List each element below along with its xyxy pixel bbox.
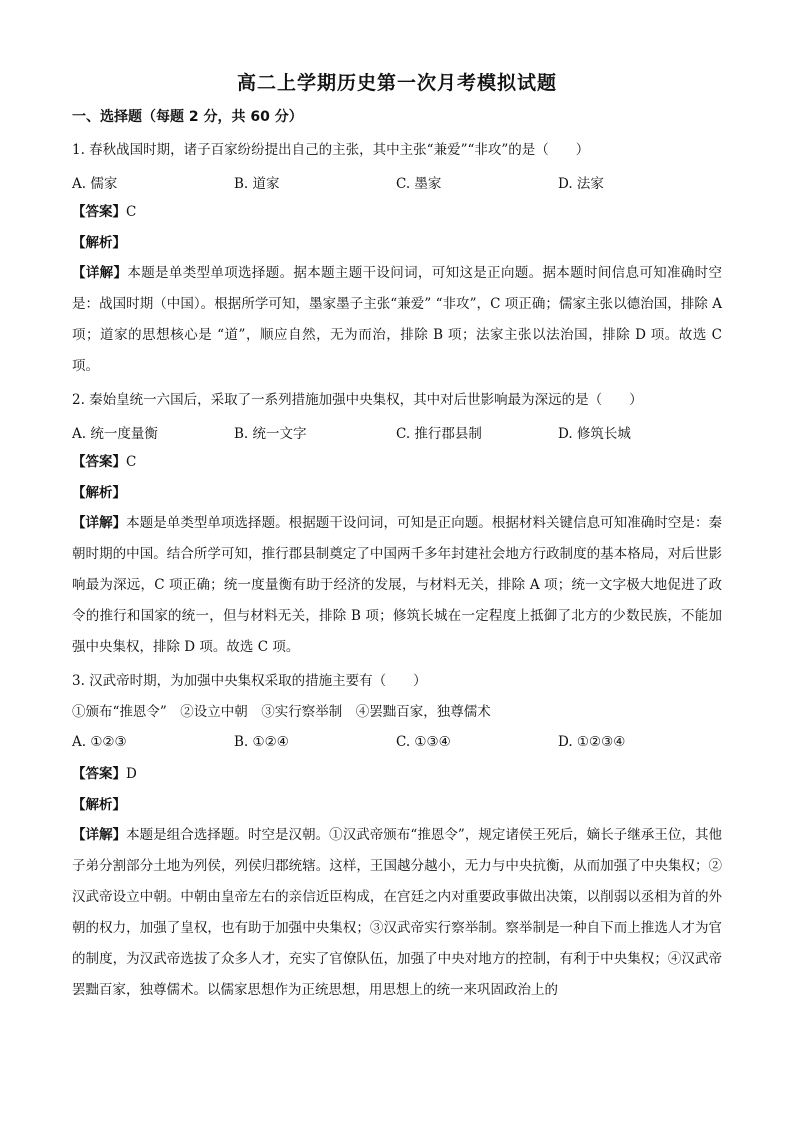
question-1-options: [72, 172, 732, 190]
q2-option-c: C. 推行郡县制: [396, 426, 482, 442]
q3-answer: D: [126, 766, 137, 782]
q2-detail: [72, 508, 722, 663]
q1-answer-row: [72, 203, 722, 221]
q2-answer: C: [126, 454, 137, 470]
question-3-stem: 3. 汉武帝时期，为加强中央集权采取的措施主要有（ ）: [72, 673, 427, 689]
question-3-items: ①颁布“推恩令” ②设立中朝 ③实行察举制 ④罢黜百家，独尊儒术: [72, 704, 491, 720]
q2-option-a: A. 统一度量衡: [72, 426, 158, 442]
q3-option-c: C. ①③④: [396, 734, 451, 750]
q2-detail-text: 本题是单类型单项选择题。根据题干设问词，可知是正向题。根据材料关键信息可知准确时空是：秦朝时期的中国。结合所学可知，推行郡县制奠定了中国两千多年封建社会地方行政制度的基本格局，对后世影响最为深远，C 项正确；统一度量衡有助于经济的发展，与材料无关，排除 A 项；统一文字极大地促进了政令的推行和国家的统一，但与材料无关，排除 B 项；修筑长城在一定程度上抵御了北方的少数民族，不能加强中央集权，排除 D 项。故选 C 项。: [72, 515, 723, 655]
q1-option-a: A. 儒家: [72, 176, 118, 192]
q3-option-b: B. ①②④: [234, 734, 289, 750]
detail-label: 【详解】: [72, 265, 128, 281]
q1-answer: C: [126, 204, 137, 220]
detail-label: 【详解】: [72, 515, 127, 531]
q2-answer-row: [72, 453, 722, 471]
q2-option-d: D. 修筑长城: [558, 426, 631, 442]
answer-label: 【答案】: [72, 204, 126, 220]
q3-detail-text: 本题是组合选择题。时空是汉朝。①汉武帝颁布“推恩令”，规定诸侯王死后，嫡长子继承王位，其他子弟分割部分土地为列侯，列侯归郡统辖。这样，王国越分越小，无力与中央抗衡，从而加强了中央集权；②汉武帝设立中朝。中朝由皇帝左右的亲信近臣构成，在宫廷之内对重要政事做出决策，以削弱以丞相为首的外朝的权力，加强了皇权，也有助于加强中央集权；③汉武帝实行察举制。察举制是一种自下而上推选人才为官的制度，为汉武帝选拔了众多人才，充实了官僚队伍，加强了中央对地方的控制，有利于中央集权；④汉武帝罢黜百家，独尊儒术。以儒家思想作为正统思想，用思想上的统一来巩固政治上的: [72, 827, 722, 998]
q1-option-b: B. 道家: [234, 176, 280, 192]
question-2-stem: 2. 秦始皇统一六国后，采取了一系列措施加强中央集权，其中对后世影响最为深远的是（ ）: [72, 392, 643, 408]
q2-analysis-label: 【解析】: [72, 485, 126, 501]
detail-label: 【详解】: [72, 827, 127, 843]
q1-analysis-label: 【解析】: [72, 235, 126, 251]
page-title: 高二上学期历史第一次月考模拟试题: [236, 72, 557, 94]
q3-detail: [72, 820, 722, 1006]
question-3-options: [72, 734, 732, 752]
q2-option-b: B. 统一文字: [234, 426, 307, 442]
q1-option-d: D. 法家: [558, 176, 604, 192]
q3-option-d: D. ①②③④: [558, 734, 626, 750]
q1-option-c: C. 墨家: [396, 176, 442, 192]
question-1-stem: 1. 春秋战国时期，诸子百家纷纷提出自己的主张，其中主张“兼爱”“非攻”的是（ ）: [72, 142, 590, 158]
question-2-options: [72, 422, 732, 440]
q1-detail-text: 本题是单类型单项选择题。据本题主题干设问词，可知这是正向题。据本题时间信息可知准确时空是：战国时期（中国）。根据所学可知，墨家墨子主张“兼爱” “非攻”，C 项正确；儒家主张以德治国，排除 A 项；道家的思想核心是 “道”，顺应自然，无为而治，排除 B 项；法家主张以法治国，排除 D 项。故选 C 项。: [72, 265, 723, 374]
answer-label: 【答案】: [72, 454, 126, 470]
q3-option-a: A. ①②③: [72, 734, 127, 750]
q3-answer-row: [72, 765, 722, 783]
q3-analysis-label: 【解析】: [72, 797, 126, 813]
q1-detail: [72, 258, 722, 382]
answer-label: 【答案】: [72, 766, 126, 782]
section-heading: 一、选择题（每题 2 分，共 60 分）: [72, 109, 303, 125]
